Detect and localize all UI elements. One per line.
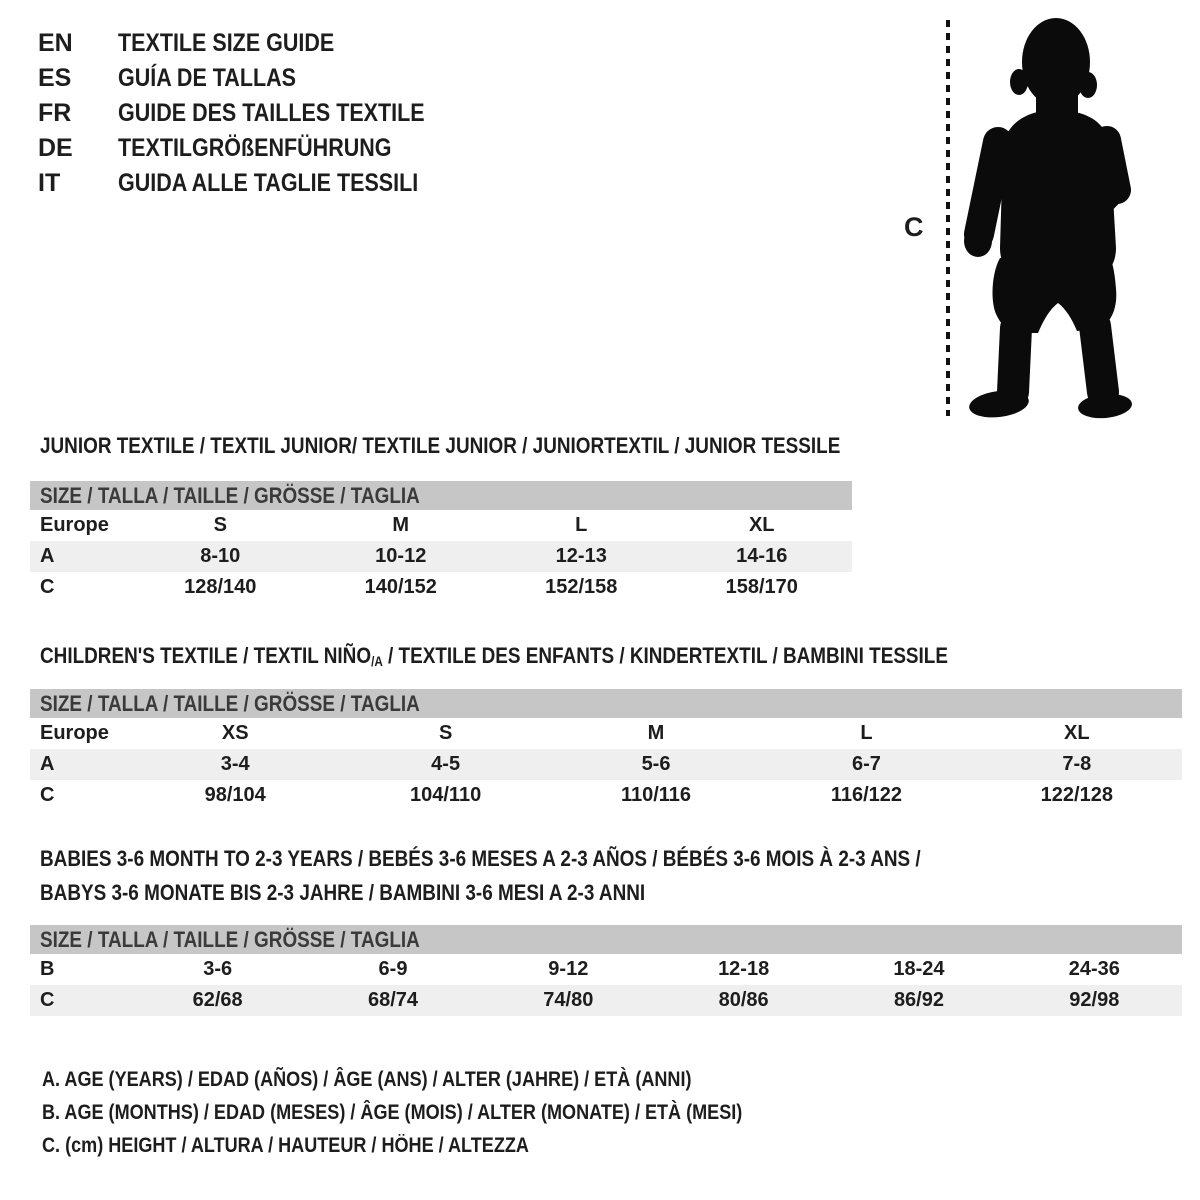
table-cell: 14-16	[736, 545, 788, 567]
table-cell: 86/92	[893, 989, 944, 1011]
table-cell: XS	[221, 722, 249, 744]
table-row	[30, 541, 852, 572]
language-code: EN	[38, 29, 73, 57]
table-cell: L	[860, 722, 873, 744]
table-row	[30, 749, 1182, 780]
table-cell: 18-24	[893, 958, 945, 980]
table-cell: S	[213, 514, 227, 536]
row-label: Europe	[40, 722, 109, 744]
list-item	[38, 96, 475, 131]
legend-line-c: C. (cm) HEIGHT / ALTURA / HAUTEUR / HÖHE / ALTEZZA	[42, 1134, 529, 1157]
table-cell: 74/80	[543, 989, 594, 1011]
row-label: A	[40, 545, 55, 567]
table-row	[30, 572, 852, 603]
baby-silhouette-icon	[958, 10, 1150, 422]
table-cell: XL	[748, 514, 775, 536]
table-cell: 9-12	[548, 958, 589, 980]
table-row	[30, 718, 1182, 749]
table-row	[30, 954, 1182, 985]
table-cell: 8-10	[200, 545, 241, 567]
measure-legend	[42, 1068, 856, 1167]
table-cell: 12-13	[555, 545, 607, 567]
language-title-list	[38, 26, 475, 201]
table-cell: M	[647, 722, 665, 744]
table-cell: 122/128	[1040, 784, 1113, 806]
table-cell: 128/140	[184, 576, 257, 598]
height-measure-label: C	[904, 212, 924, 242]
babies-section-title-line2: BABYS 3-6 MONATE BIS 2-3 JAHRE / BAMBINI 3-6 MESI A 2-3 ANNI	[40, 880, 646, 905]
language-code: DE	[38, 134, 73, 162]
junior-size-table	[30, 481, 852, 603]
table-cell: 140/152	[364, 576, 437, 598]
table-cell: 92/98	[1069, 989, 1120, 1011]
table-cell: L	[575, 514, 588, 536]
guide-title: GUIDA ALLE TAGLIE TESSILI	[118, 169, 419, 197]
guide-title: TEXTILE SIZE GUIDE	[118, 29, 335, 57]
table-cell: 68/74	[367, 989, 419, 1011]
language-code: IT	[38, 169, 61, 197]
size-header-bar: SIZE / TALLA / TAILLE / GRÖSSE / TAGLIA	[30, 481, 852, 510]
language-code: ES	[38, 64, 72, 92]
children-size-table	[30, 689, 1182, 811]
row-label: Europe	[40, 514, 109, 536]
junior-section-title: JUNIOR TEXTILE / TEXTIL JUNIOR/ TEXTILE JUNIOR / JUNIORTEXTIL / JUNIOR TESSILE	[40, 433, 841, 458]
list-item	[38, 131, 475, 166]
table-cell: 110/116	[620, 784, 692, 806]
table-cell: 158/170	[725, 576, 798, 598]
table-cell: 6-9	[378, 958, 408, 980]
language-code: FR	[38, 99, 72, 127]
table-cell: 6-7	[851, 753, 881, 775]
table-cell: 5-6	[641, 753, 671, 775]
table-cell: 10-12	[375, 545, 427, 567]
table-row	[30, 780, 1182, 811]
table-cell: 116/122	[830, 784, 903, 806]
table-cell: 7-8	[1062, 753, 1092, 775]
table-cell: 24-36	[1068, 958, 1120, 980]
guide-title: GUIDE DES TAILLES TEXTILE	[118, 99, 425, 127]
row-label: C	[40, 989, 55, 1011]
list-item	[38, 61, 475, 96]
children-section-title: CHILDREN'S TEXTILE / TEXTIL NIÑO/A / TEXTILE DES ENFANTS / KINDERTEXTIL / BAMBINI TESSILE	[40, 643, 948, 669]
legend-line-a: A. AGE (YEARS) / EDAD (AÑOS) / ÂGE (ANS) / ALTER (JAHRE) / ETÀ (ANNI)	[42, 1068, 692, 1091]
row-label: B	[40, 958, 55, 980]
table-cell: 62/68	[192, 989, 243, 1011]
table-cell: XL	[1064, 722, 1090, 744]
size-header-bar: SIZE / TALLA / TAILLE / GRÖSSE / TAGLIA	[30, 925, 1182, 954]
row-label: C	[40, 576, 55, 598]
legend-line-b: B. AGE (MONTHS) / EDAD (MESES) / ÂGE (MOIS) / ALTER (MONATE) / ETÀ (MESI)	[42, 1101, 743, 1124]
table-cell: 3-6	[203, 958, 233, 980]
size-header-bar: SIZE / TALLA / TAILLE / GRÖSSE / TAGLIA	[30, 689, 1182, 718]
table-cell: 80/86	[718, 989, 769, 1011]
row-label: C	[40, 784, 55, 806]
babies-size-table	[30, 925, 1182, 1016]
table-row	[30, 985, 1182, 1016]
guide-title: TEXTILGRÖßENFÜHRUNG	[118, 134, 392, 162]
babies-section-title-line1: BABIES 3-6 MONTH TO 2-3 YEARS / BEBÉS 3-6 MESES A 2-3 AÑOS / BÉBÉS 3-6 MOIS À 2-3 ANS /	[40, 846, 921, 871]
table-cell: 152/158	[545, 576, 618, 598]
table-row	[30, 510, 852, 541]
guide-title: GUÍA DE TALLAS	[118, 64, 296, 92]
list-item	[38, 166, 475, 201]
table-cell: 4-5	[431, 753, 461, 775]
height-measure-dashed-line	[946, 20, 950, 416]
table-cell: S	[438, 722, 453, 744]
table-cell: 104/110	[410, 784, 482, 806]
table-cell: 12-18	[718, 958, 770, 980]
table-cell: 3-4	[220, 753, 250, 775]
list-item	[38, 26, 475, 61]
table-cell: 98/104	[204, 784, 266, 806]
row-label: A	[40, 753, 55, 775]
table-cell: M	[392, 514, 410, 536]
